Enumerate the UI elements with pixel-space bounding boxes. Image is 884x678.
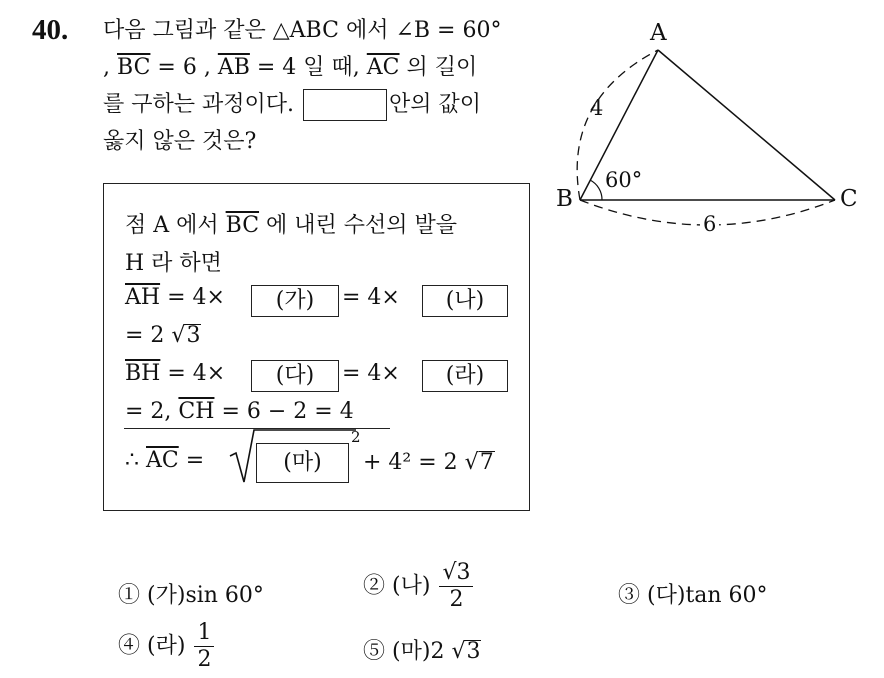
sol-l6-pre: = 2, [125, 399, 179, 424]
blank-ra: (라) [422, 360, 508, 392]
choice-1-mark: ① [118, 583, 141, 608]
sol-l7-post: + 4² = 2 [363, 450, 465, 475]
choice-1-expr: sin 60° [185, 583, 264, 608]
q-l2-post: 의 길이 [399, 55, 478, 80]
blank-ma: (마) [256, 443, 349, 483]
side-ab-label: 4 [590, 96, 604, 120]
segment-bc: $\overline{BC}$ [117, 55, 151, 80]
vertex-a-label: A [650, 20, 667, 46]
choice-2-label: (나) [392, 573, 431, 599]
sol-l7-eq: = [178, 448, 205, 473]
side-ac [658, 50, 835, 200]
angle-b-label: 60° [605, 168, 643, 192]
sol-l1-post: 에 내린 수선의 발을 [259, 213, 458, 238]
choice-4[interactable] [118, 620, 214, 673]
sol-l3-eq1: = 4× [160, 285, 225, 310]
blank-ga: (가) [251, 285, 339, 317]
sol-l5-eq2: = 4× [342, 361, 400, 386]
side-bc-label: 6 [700, 212, 719, 236]
choice-3-expr: tan 60° [685, 583, 768, 608]
sol-segment-ac: $\overline{AC}$ [146, 448, 179, 473]
segment-ac: $\overline{AC}$ [366, 55, 400, 80]
sol-l7-pre: ∴ [125, 448, 146, 473]
q-l3-post: 안의 값이 [389, 92, 482, 117]
choice-5-expr: 2 [430, 639, 452, 664]
angle-arc-b [590, 180, 602, 200]
blank-da: (다) [251, 360, 339, 392]
sol-line-4 [125, 323, 201, 348]
sol-segment-ch: $\overline{CH}$ [178, 399, 215, 424]
sol-segment-ah: $\overline{AH}$ [125, 285, 161, 310]
choice-4-mark: ④ [118, 633, 141, 659]
sol-l7-square: 2 [351, 428, 361, 446]
choice-5-root: 3 [466, 639, 481, 664]
choice-5-mark: ⑤ [363, 639, 386, 664]
sol-line-2: H 라 하면 [125, 251, 222, 276]
choice-2[interactable] [363, 560, 473, 613]
choice-4-num: 1 [194, 620, 214, 647]
choice-2-fraction [439, 560, 473, 613]
choice-3-label: (다) [647, 583, 686, 608]
choice-5-label: (마) [392, 639, 431, 664]
sqrt-symbol-2: √ [464, 450, 479, 475]
sqrt-symbol-3: √ [451, 639, 466, 664]
question-line-4: 옳지 않은 것은? [103, 129, 257, 154]
question-line-3 [103, 86, 481, 123]
sqrt-symbol: √ [171, 323, 186, 348]
choice-4-fraction [194, 620, 214, 673]
choice-2-den: 2 [449, 587, 464, 612]
sol-line-3 [125, 285, 225, 310]
sol-l7-root: 7 [479, 450, 494, 475]
question-line-2 [103, 49, 477, 86]
sol-segment-bh: $\overline{BH}$ [125, 361, 161, 386]
choice-2-num: √3 [439, 560, 473, 587]
sol-l1-pre: 점 A 에서 [125, 213, 226, 238]
vertex-c-label: C [840, 186, 858, 212]
sol-l5-eq1: = 4× [160, 361, 226, 386]
sol-line-6 [125, 399, 354, 424]
answer-blank-box [303, 89, 387, 121]
choice-2-mark: ② [363, 573, 386, 599]
vertex-b-label: B [556, 186, 573, 212]
sol-line-7 [125, 448, 204, 473]
segment-ab: $\overline{AB}$ [217, 55, 250, 80]
q-l2-mid2: = 4 일 때, [249, 55, 367, 80]
blank-na: (나) [422, 285, 508, 317]
choice-3-mark: ③ [618, 583, 641, 608]
q-l2-mid: = 6 , [150, 55, 218, 80]
sol-segment-bc: $\overline{BC}$ [225, 213, 260, 238]
choice-4-den: 2 [197, 647, 212, 672]
sol-l3-eq2: = 4× [342, 285, 400, 310]
question-line-1: 다음 그림과 같은 △ABC 에서 ∠B = 60° [103, 18, 502, 43]
q-l3-pre: 를 구하는 과정이다. [103, 92, 294, 117]
choice-3[interactable] [618, 578, 768, 609]
sol-l4-pre: = 2 [125, 323, 172, 348]
question-number: 40. [32, 14, 69, 46]
sol-line-5 [125, 361, 225, 386]
choice-1-label: (가) [147, 583, 186, 608]
choice-5[interactable] [363, 634, 481, 665]
sol-l7-rest [363, 450, 495, 475]
sol-l4-root: 3 [186, 323, 201, 348]
sol-l6-post: = 6 − 2 = 4 [214, 399, 354, 424]
q-l2-pre: , [103, 55, 117, 80]
sol-line-1 [125, 208, 457, 239]
choice-1[interactable] [118, 578, 264, 609]
choice-4-label: (라) [147, 633, 186, 659]
